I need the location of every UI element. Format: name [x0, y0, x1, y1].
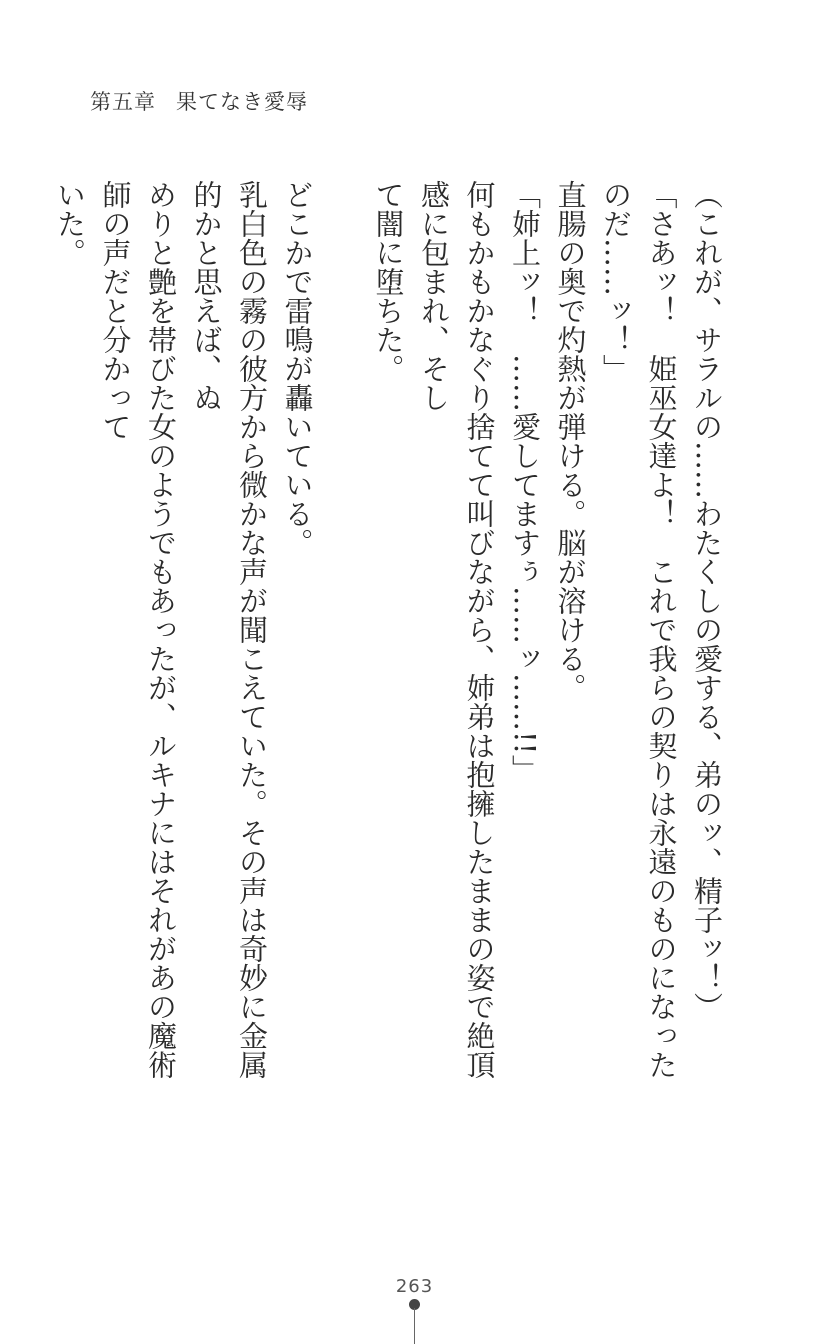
- text-column: （これが、サラルの……わたくしの愛する、弟のッ、精子ッ！）: [690, 180, 724, 1021]
- text-column: めりと艶を帯びた女のようでもあったが、ルキナにはそれがあの魔術師の声だと分かって: [98, 180, 178, 1079]
- vertical-body-text: [53, 180, 729, 1080]
- text-column: [0, 180, 1, 1080]
- text-column: いた。: [53, 180, 87, 267]
- text-column: て闇に堕ちた。: [371, 180, 406, 383]
- page-number: 263: [395, 1276, 434, 1297]
- blank-column: [320, 180, 366, 1080]
- text-column: 直腸の奥で灼熱が弾ける。脳が溶ける。: [553, 180, 588, 702]
- folio-line-ornament: [414, 1308, 415, 1344]
- text-column: 乳白色の霧の彼方から微かな声が聞こえていた。その声は奇妙に金属的かと思えば、ぬ: [189, 180, 269, 1079]
- chapter-title: 果てなき愛辱: [176, 90, 308, 114]
- text-column: 何もかもかなぐり捨てて叫びながら、姉弟は抱擁したままの姿で絶頂感に包まれ、そし: [417, 180, 497, 1079]
- blank-column: [1, 180, 47, 1080]
- running-head: [90, 86, 308, 116]
- text-column: どこかで雷鳴が轟いている。: [280, 180, 315, 557]
- text-column: 「姉上ッ！ ……愛してますぅ……ッ……!!」: [508, 180, 542, 784]
- text-column: 「さあッ！ 姫巫女達よ！ これで我らの契りは永遠のものになったのだ……ッ！」: [599, 180, 679, 1079]
- chapter-number: 第五章: [90, 90, 156, 114]
